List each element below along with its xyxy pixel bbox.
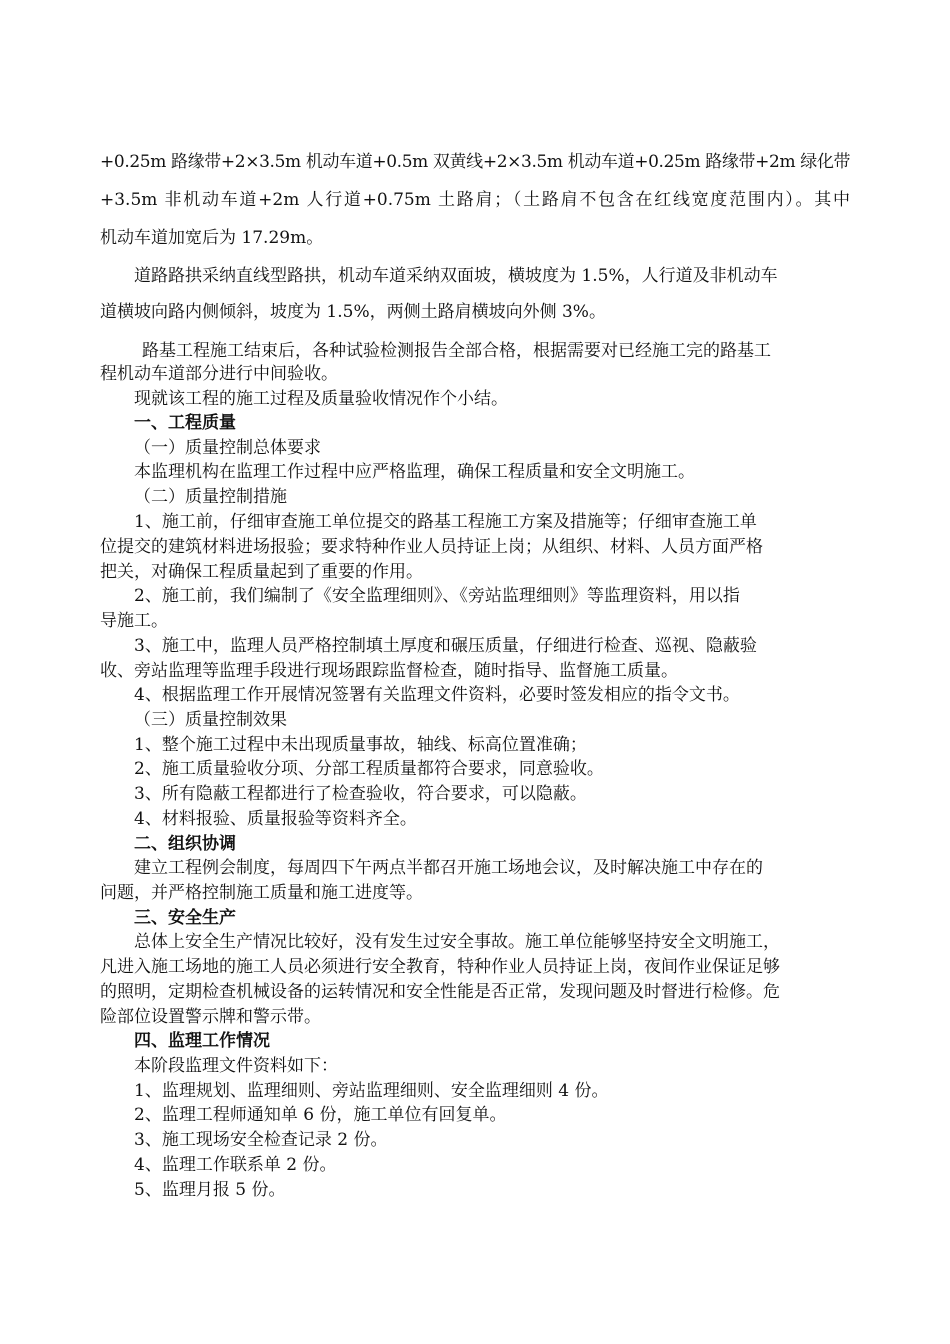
paragraph-line: 险部位设置警示牌和警示带。 bbox=[100, 1007, 321, 1027]
paragraph-line: 凡进入施工场地的施工人员必须进行安全教育，特种作业人员持证上岗，夜间作业保证足够 bbox=[100, 957, 780, 977]
list-item: 5、监理月报 5 份。 bbox=[134, 1180, 286, 1200]
list-item: 3、所有隐蔽工程都进行了检查验收，符合要求，可以隐蔽。 bbox=[134, 784, 587, 804]
section-heading: 四、监理工作情况 bbox=[134, 1031, 270, 1051]
list-item: 3、施工现场安全检查记录 2 份。 bbox=[134, 1130, 388, 1150]
paragraph-line: +0.25m 路缘带+2×3.5m 机动车道+0.5m 双黄线+2×3.5m 机动车道+0.25m 路缘带+2m 绿化带 bbox=[100, 152, 851, 172]
section-heading: 一、工程质量 bbox=[134, 413, 236, 433]
paragraph-line: 位提交的建筑材料进场报验；要求特种作业人员持证上岗；从组织、材料、人员方面严格 bbox=[100, 537, 763, 557]
paragraph-line: 建立工程例会制度，每周四下午两点半都召开施工场地会议，及时解决施工中存在的 bbox=[134, 858, 763, 878]
section-heading: 二、组织协调 bbox=[134, 834, 236, 854]
paragraph-line: 道横坡向路内侧倾斜，坡度为 1.5%，两侧土路肩横坡向外侧 3%。 bbox=[100, 302, 606, 322]
list-item: 2、施工前，我们编制了《安全监理细则》、《旁站监理细则》等监理资料，用以指 bbox=[134, 586, 740, 606]
paragraph-line: 收、旁站监理等监理手段进行现场跟踪监督检查，随时指导、监督施工质量。 bbox=[100, 661, 678, 681]
subsection-heading: （三）质量控制效果 bbox=[134, 710, 287, 730]
list-item: 2、施工质量验收分项、分部工程质量都符合要求，同意验收。 bbox=[134, 759, 604, 779]
paragraph-line: 机动车道加宽后为 17.29m。 bbox=[100, 228, 324, 248]
section-heading: 三、安全生产 bbox=[134, 908, 236, 928]
list-item: 1、整个施工过程中未出现质量事故，轴线、标高位置准确； bbox=[134, 735, 587, 755]
list-item: 1、施工前，仔细审查施工单位提交的路基工程施工方案及措施等；仔细审查施工单 bbox=[134, 512, 757, 532]
paragraph-line: 程机动车道部分进行中间验收。 bbox=[100, 364, 338, 384]
list-item: 1、监理规划、监理细则、旁站监理细则、安全监理细则 4 份。 bbox=[134, 1081, 609, 1101]
paragraph-line: 路基工程施工结束后，各种试验检测报告全部合格，根据需要对已经施工完的路基工 bbox=[142, 341, 771, 361]
paragraph-line: 问题，并严格控制施工质量和施工进度等。 bbox=[100, 883, 423, 903]
list-item: 4、材料报验、质量报验等资料齐全。 bbox=[134, 809, 417, 829]
paragraph-line: 把关，对确保工程质量起到了重要的作用。 bbox=[100, 562, 423, 582]
subsection-heading: （二）质量控制措施 bbox=[134, 487, 287, 507]
paragraph-line: 总体上安全生产情况比较好，没有发生过安全事故。施工单位能够坚持安全文明施工， bbox=[134, 932, 780, 952]
subsection-heading: （一）质量控制总体要求 bbox=[134, 438, 321, 458]
paragraph-line: 道路路拱采纳直线型路拱，机动车道采纳双面坡，横坡度为 1.5%，人行道及非机动车 bbox=[134, 266, 778, 286]
paragraph-line: +3.5m 非机动车道+2m 人行道+0.75m 土路肩；（土路肩不包含在红线宽度范围内）。其中 bbox=[100, 190, 850, 210]
list-item: 2、监理工程师通知单 6 份，施工单位有回复单。 bbox=[134, 1105, 507, 1125]
paragraph-line: 导施工。 bbox=[100, 611, 168, 631]
list-item: 4、根据监理工作开展情况签署有关监理文件资料，必要时签发相应的指令文书。 bbox=[134, 685, 740, 705]
list-item: 3、施工中，监理人员严格控制填土厚度和碾压质量，仔细进行检查、巡视、隐蔽验 bbox=[134, 636, 757, 656]
paragraph-line: 本阶段监理文件资料如下： bbox=[134, 1056, 338, 1076]
paragraph-line: 的照明，定期检查机械设备的运转情况和安全性能是否正常，发现问题及时督进行检修。危 bbox=[100, 982, 780, 1002]
paragraph-line: 本监理机构在监理工作过程中应严格监理，确保工程质量和安全文明施工。 bbox=[134, 462, 695, 482]
paragraph-line: 现就该工程的施工过程及质量验收情况作个小结。 bbox=[134, 389, 508, 409]
list-item: 4、监理工作联系单 2 份。 bbox=[134, 1155, 337, 1175]
